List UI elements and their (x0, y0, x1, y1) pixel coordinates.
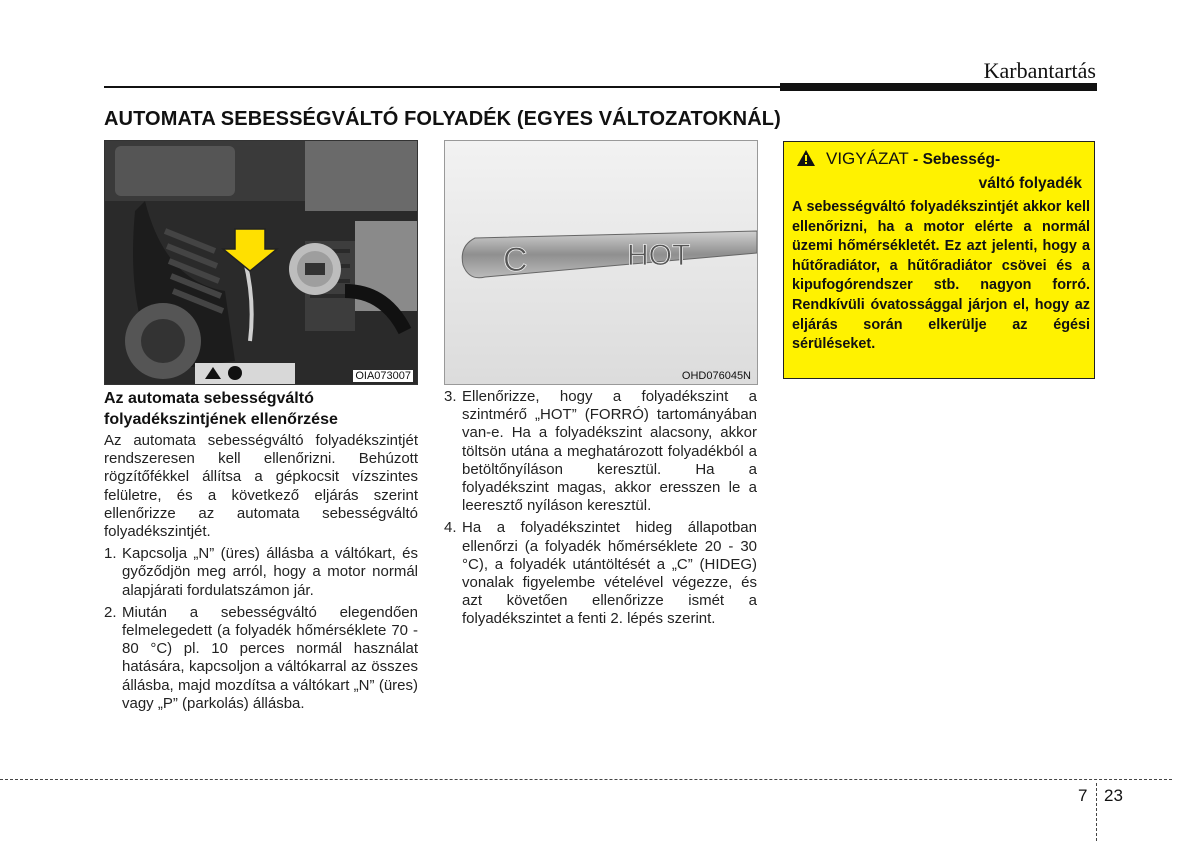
step-number: 3. (444, 388, 457, 405)
step-item (104, 545, 418, 600)
step-number: 1. (104, 545, 117, 563)
chapter-number: 7 (1078, 786, 1088, 805)
column2-body (444, 388, 757, 633)
warning-label: VIGYÁZAT (826, 149, 909, 168)
header-rule (104, 86, 780, 88)
warning-box (783, 141, 1095, 379)
step-number: 4. (444, 519, 457, 537)
figure-code: OHD076045N (681, 370, 751, 382)
running-header-title: Karbantartás (983, 58, 1096, 83)
dipstick-figure (444, 140, 758, 385)
step-number: 2. (104, 603, 117, 621)
step-item (444, 388, 757, 515)
step-text: Kapcsolja „N” (üres) állásba a váltókart, és győződjön meg arról, hogy a motor normál alapjárati fordulatszámon jár. (122, 545, 418, 599)
section-title: AUTOMATA SEBESSÉGVÁLTÓ FOLYADÉK (EGYES VÁLTOZATOKNÁL) (104, 108, 781, 130)
step-text: Ellenőrizze, hogy a folyadékszint a szintmérő „HOT” (FORRÓ) tartományában van-e. Ha a folyadékszint alacsony, akkor töltsön utána a meghatározott folyadékból a betöltőnyíláson keresztül. Ha a folyadékszint magas, akkor eresszen le a leeresztő nyíláson keresztül. (462, 388, 757, 515)
warning-header (796, 148, 1086, 195)
footer-divider (0, 779, 1172, 780)
header-rule-thick (780, 83, 1097, 91)
figure-code: OIA073007 (355, 370, 411, 382)
step-text: Miután a sebességváltó elegendően felmelegedett (a folyadék hőmérséklete 70 - 80 °C) pl. 10 perces normál használat hatására, kapcsoljon a váltókarral az összes állásba, majd mozdítsa a váltókart „N” (üres) vagy „P” (parkolás) állásba. (122, 603, 418, 712)
engine-bay-figure (104, 140, 418, 385)
warning-body: A sebességváltó folyadékszintjét akkor kell ellenőrizni, ha a motor elérte a normál üzemi hőmérsékletét. Ez azt jelenti, hogy a hűtőradiátor, a hűtőradiátor csövei és a kipufogórendszer stb. nagyon forró. Rendkívüli óvatossággal járjon el, hogy az eljárás során elkerülje az égési sérüléseket. (792, 199, 1090, 353)
column1-body (104, 432, 418, 717)
page-number: 23 (1104, 786, 1123, 805)
warning-title-line2: váltó folyadék (978, 175, 1082, 192)
dipstick-mark-hot: HOT (627, 239, 691, 272)
dipstick-mark-c: C (503, 241, 528, 279)
intro-paragraph: Az automata sebességváltó folyadékszintjét rendszeresen kell ellenőrizni. Behúzott rögzítőfékkel állítsa a gépkocsit vízszintes felületre, és a következő eljárás szerint ellenőrizze az automata sebességváltó folyadékszintjét. (104, 432, 418, 541)
step-text: Ha a folyadékszintet hideg állapotban ellenőrzi (a folyadék hőmérséklete 20 - 30 °C), a folyadék utántöltését a „C” (HIDEG) vonalak figyelembe vételével végezze, és azt követően ellenőrizze ismét a folyadékszintet a fenti 2. lépés szerint. (462, 519, 757, 628)
page-number-divider (1096, 783, 1097, 841)
engine-bay-illustration (105, 141, 417, 384)
dipstick-illustration (445, 141, 757, 384)
step-item (444, 519, 757, 628)
subsection-heading: Az automata sebességváltó folyadékszintjének ellenőrzése (104, 390, 338, 428)
warning-triangle-icon (796, 149, 816, 173)
step-item (104, 604, 418, 713)
warning-title: - Sebesség- (908, 151, 1001, 168)
